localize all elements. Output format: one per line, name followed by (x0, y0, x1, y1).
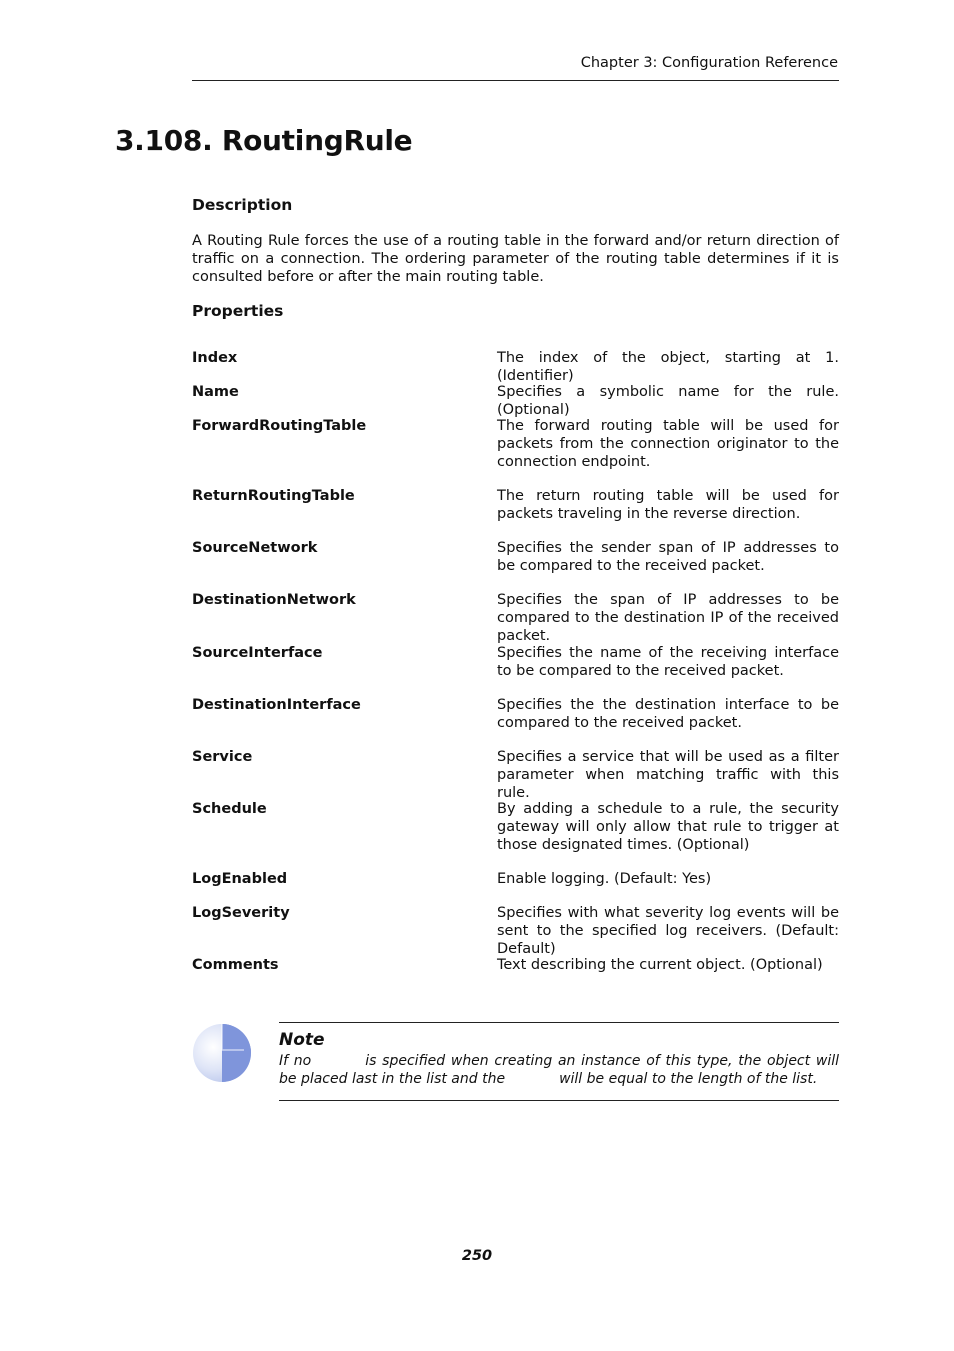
page-title: 3.108. RoutingRule (115, 124, 413, 157)
property-description: Specifies the name of the receiving interface to be compared to the received packet. (497, 645, 839, 680)
property-name: Comments (192, 957, 279, 973)
property-name: DestinationInterface (192, 697, 361, 713)
property-description: The index of the object, starting at 1. (Identifier) (497, 350, 839, 385)
property-description: Specifies the span of IP addresses to be compared to the destination IP of the received packet. (497, 592, 839, 645)
property-description: The return routing table will be used for packets traveling in the reverse direction. (497, 488, 839, 523)
note-icon (192, 1022, 252, 1084)
property-name: DestinationNetwork (192, 592, 356, 608)
property-description: Text describing the current object. (Optional) (497, 957, 823, 973)
description-text: A Routing Rule forces the use of a routing table in the forward and/or return direction of traffic on a connection. The ordering parameter of the routing table determines if it is consulted before or after the main routing table. (192, 233, 839, 286)
header-divider (192, 80, 839, 81)
property-name: Index (192, 350, 238, 366)
property-name: LogSeverity (192, 905, 290, 921)
property-description: Specifies with what severity log events will be sent to the specified log receivers. (Default: Default) (497, 905, 839, 958)
note-bottom-rule (279, 1100, 839, 1101)
property-name: ForwardRoutingTable (192, 418, 367, 434)
property-name: Name (192, 384, 239, 400)
property-description: The forward routing table will be used for packets from the connection originator to the connection endpoint. (497, 418, 839, 471)
properties-heading: Properties (192, 302, 284, 320)
note-text (279, 1052, 839, 1088)
note-text-part3: will be equal to the length of the list. (559, 1071, 818, 1088)
property-description: Specifies a symbolic name for the rule. (Optional) (497, 384, 839, 419)
note-top-rule (279, 1022, 839, 1023)
property-name: Schedule (192, 801, 267, 817)
property-name: SourceInterface (192, 645, 323, 661)
note-text-part1: If no (279, 1053, 312, 1069)
property-description: Specifies the the destination interface to be compared to the received packet. (497, 697, 839, 732)
property-name: LogEnabled (192, 871, 288, 887)
property-description: By adding a schedule to a rule, the security gateway will only allow that rule to trigger at those designated times. (Optional) (497, 801, 839, 854)
property-description: Specifies a service that will be used as a filter parameter when matching traffic with this rule. (497, 749, 839, 802)
property-description: Specifies the sender span of IP addresses to be compared to the received packet. (497, 540, 839, 575)
property-name: Service (192, 749, 253, 765)
page-number: 250 (461, 1248, 493, 1264)
property-description: Enable logging. (Default: Yes) (497, 871, 712, 887)
note-title: Note (279, 1030, 325, 1050)
note-text-part2: is specified when creating an instance of this type, the object will be placed last in the list and the (279, 1053, 839, 1088)
description-heading: Description (192, 196, 293, 214)
running-header: Chapter 3: Configuration Reference (580, 55, 838, 71)
property-name: ReturnRoutingTable (192, 488, 355, 504)
property-name: SourceNetwork (192, 540, 318, 556)
